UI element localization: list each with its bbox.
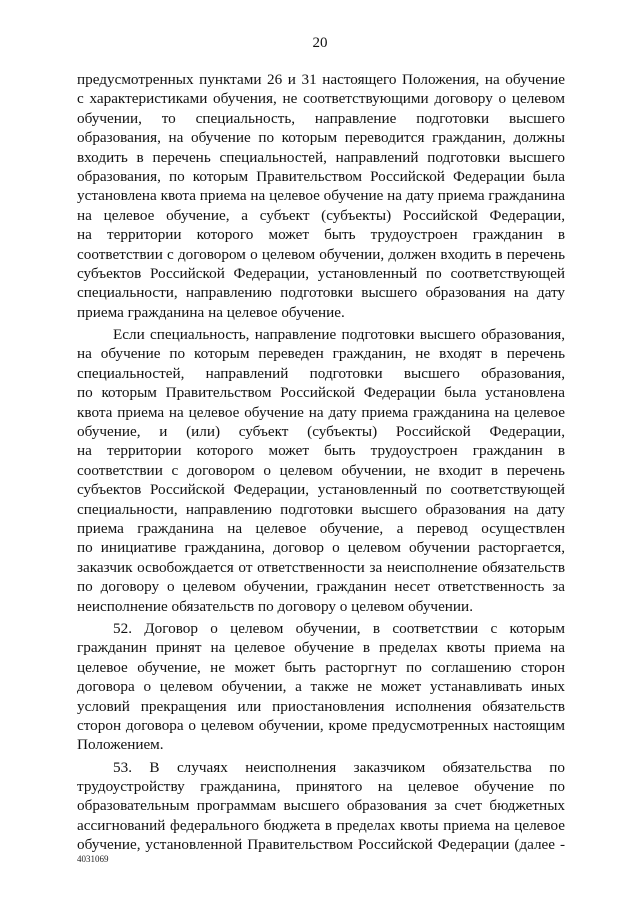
paragraph-continuation <box>77 70 565 322</box>
paragraph-if-specialty <box>77 325 565 616</box>
text-line: специальности, направлению подготовки высшего образования на дату <box>77 500 565 518</box>
text-line: по инициативе гражданина, договор о целевом обучении расторгается, <box>77 539 565 557</box>
text-line: образовательным программам высшего образования за счет бюджетных <box>77 797 565 815</box>
text-line: 53. В случаях неисполнения заказчиком обязательства по <box>113 758 565 776</box>
text-line: образования, по которым Правительством Российской Федерации была <box>77 167 565 185</box>
document-code: 4031069 <box>77 854 109 864</box>
text-line: соответствии с договором о целевом обучении, должен входить в перечень <box>77 245 565 263</box>
text-line: целевое обучение, не может быть расторгнут по соглашению сторон <box>77 658 565 676</box>
text-line: соответствии с договором о целевом обучении, не входит в перечень <box>77 461 565 479</box>
text-line: Положением. <box>77 736 164 754</box>
text-line: по которым Правительством Российской Федерации была установлена <box>77 384 565 402</box>
text-line: неисполнение обязательств по договору о целевом обучении. <box>77 597 473 615</box>
document-body <box>77 70 565 855</box>
text-line: субъектов Российской Федерации, установленный по соответствующей <box>77 264 565 282</box>
text-line: приема гражданина на целевое обучение, а перевод осуществлен <box>77 519 565 537</box>
paragraph-clause-52 <box>77 619 565 755</box>
text-line: приема гражданина на целевое обучение. <box>77 303 345 321</box>
text-line: входить в перечень специальностей, направлений подготовки высшего <box>77 148 565 166</box>
text-line: сторон договора о целевом обучении, кроме предусмотренных настоящим <box>77 716 565 734</box>
text-line: образования, на обучение по которым переводится гражданин, должны <box>77 129 565 147</box>
text-line: ассигнований федерального бюджета в пределах квоты приема на целевое <box>77 816 565 834</box>
text-line: субъектов Российской Федерации, установленный по соответствующей <box>77 481 565 499</box>
text-line: обучение, установленной Правительством Российской Федерации (далее - <box>77 836 565 854</box>
page-number: 20 <box>312 35 328 51</box>
text-line: на обучение по которым переведен гражданин, не входят в перечень <box>77 345 565 363</box>
text-line: Если специальность, направление подготовки высшего образования, <box>113 326 565 344</box>
text-line: предусмотренных пунктами 26 и 31 настоящего Положения, на обучение <box>77 71 565 88</box>
text-line: условий прекращения или приостановления исполнения обязательств <box>77 697 565 715</box>
text-line: установлена квота приема на целевое обучение на дату приема гражданина <box>77 187 566 205</box>
text-line: по договору о целевом обучении, гражданин несет ответственность за <box>77 578 565 596</box>
text-line: обучение, и (или) субъект (субъекты) Российской Федерации, <box>77 423 565 441</box>
text-line: 52. Договор о целевом обучении, в соответствии с которым <box>113 619 565 637</box>
paragraph-clause-53 <box>77 758 565 855</box>
text-line: договора о целевом обучении, а также не может устанавливать иных <box>77 678 565 696</box>
text-line: на территории которого может быть трудоустроен гражданин в <box>77 442 565 460</box>
text-line: квота приема на целевое обучение на дату приема гражданина на целевое <box>77 403 565 421</box>
text-line: обучении, то специальность, направление подготовки высшего <box>77 109 565 127</box>
text-line: с характеристиками обучения, не соответствующими договору о целевом <box>77 90 565 108</box>
text-line: трудоустройству гражданина, принятого на целевое обучение по <box>77 778 565 796</box>
text-line: на целевое обучение, а субъект (субъекты) Российской Федерации, <box>77 206 565 224</box>
text-line: на территории которого может быть трудоустроен гражданин в <box>77 226 565 244</box>
text-line: заказчик освобождается от ответственности за неисполнение обязательств <box>77 558 565 576</box>
text-line: гражданин принят на целевое обучение в пределах квоты приема на <box>77 639 565 657</box>
text-line: специальности, направлению подготовки высшего образования на дату <box>77 284 565 302</box>
text-line: специальностей, направлений подготовки высшего образования, <box>77 364 565 382</box>
